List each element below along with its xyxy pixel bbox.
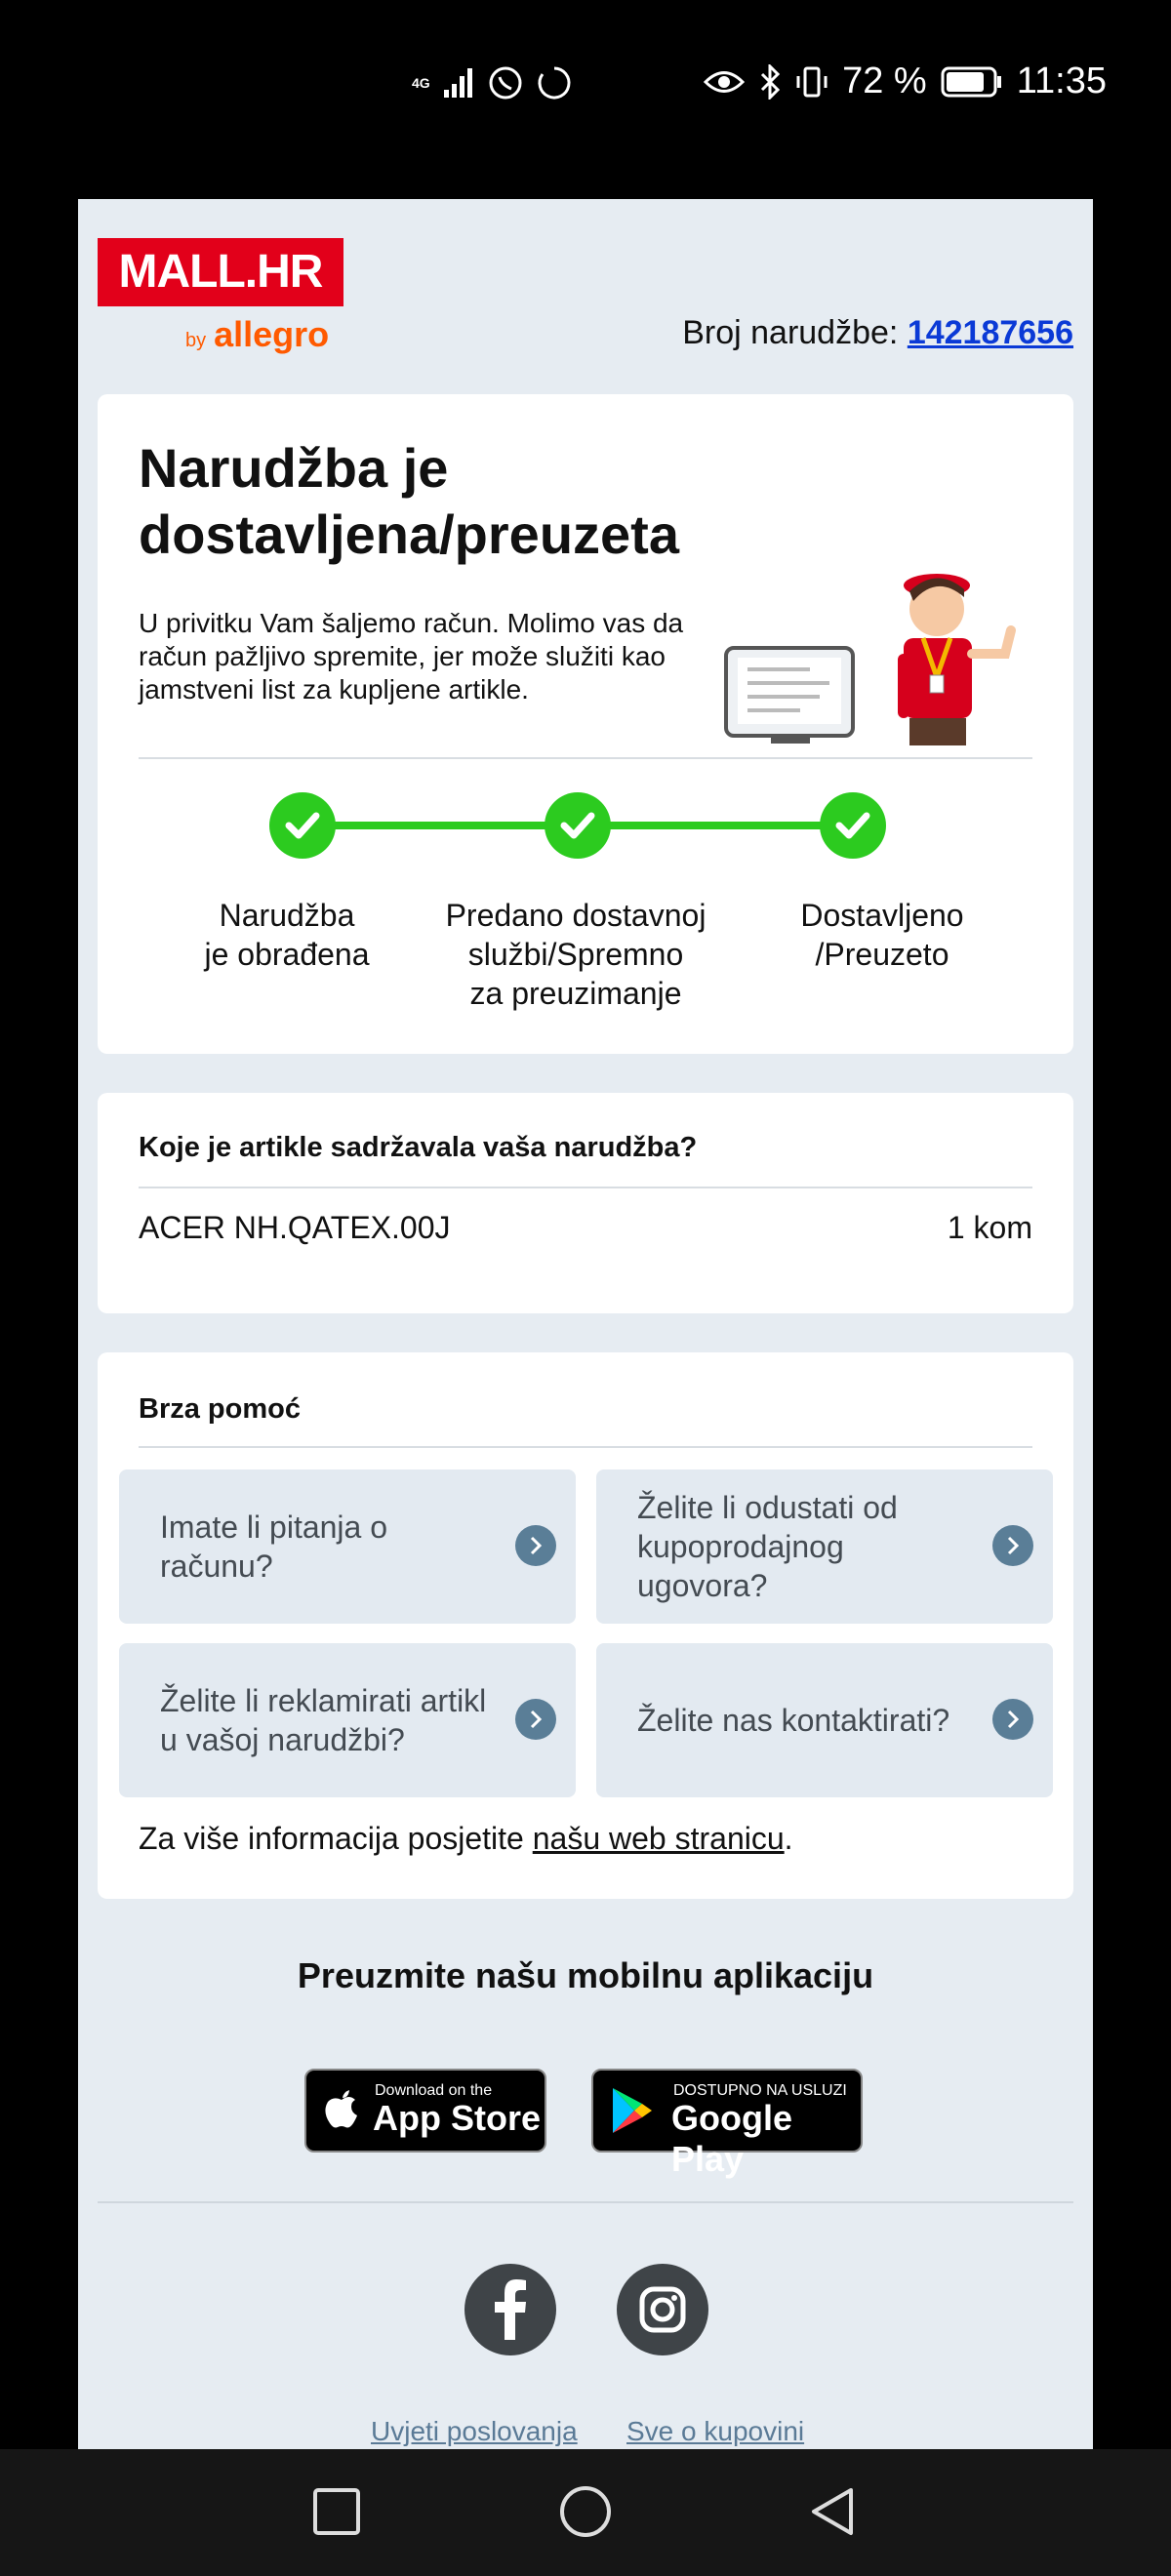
help-invoice-button[interactable] bbox=[119, 1469, 576, 1624]
order-number-link[interactable]: 142187656 bbox=[907, 314, 1073, 351]
eye-icon bbox=[704, 67, 745, 97]
help-title: Brza pomoć bbox=[139, 1393, 301, 1425]
mall-logo[interactable] bbox=[98, 238, 343, 365]
step-3-line2: /Preuzeto bbox=[815, 937, 949, 972]
status-icons-left bbox=[412, 64, 573, 101]
item-name: ACER NH.QATEX.00J bbox=[139, 1210, 451, 1245]
battery-icon bbox=[941, 65, 1003, 99]
back-icon[interactable] bbox=[806, 2484, 861, 2543]
more-info-text bbox=[139, 1821, 793, 1857]
chevron-right-icon bbox=[992, 1525, 1033, 1566]
shopping-info-link[interactable]: Sve o kupovini bbox=[626, 2416, 805, 2446]
items-title: Koje je artikle sadržavala vaša narudžba? bbox=[139, 1132, 698, 1163]
recent-apps-icon[interactable] bbox=[309, 2484, 364, 2539]
step-1-line2: je obrađena bbox=[204, 937, 370, 972]
delivery-man-illustration bbox=[722, 560, 1034, 755]
help-complaint-button[interactable] bbox=[119, 1643, 576, 1797]
email-header bbox=[98, 238, 1073, 365]
chevron-right-icon bbox=[515, 1525, 556, 1566]
website-link[interactable]: našu web stranicu bbox=[532, 1821, 785, 1856]
clock: 11:35 bbox=[1016, 60, 1107, 101]
chevron-right-icon bbox=[992, 1699, 1033, 1740]
facebook-button[interactable] bbox=[464, 2264, 556, 2355]
step-2-label bbox=[429, 896, 722, 1013]
logo-brand: allegro bbox=[214, 314, 330, 354]
app-store-small: Download on the bbox=[375, 2082, 493, 2099]
order-number bbox=[682, 314, 1073, 352]
app-download-title: Preuzmite našu mobilnu aplikaciju bbox=[297, 1955, 874, 1995]
chevron-right-icon bbox=[515, 1699, 556, 1740]
network-label: 4G bbox=[412, 75, 430, 91]
order-items-card bbox=[98, 1093, 1073, 1313]
status-bar bbox=[0, 0, 1171, 176]
sync-icon bbox=[536, 64, 573, 101]
help-complaint-label: Želite li reklamirati artikl u vašoj narudžbi? bbox=[160, 1683, 487, 1757]
step-2-line1: Predano dostavnoj bbox=[445, 898, 707, 933]
terms-link[interactable]: Uvjeti poslovanja bbox=[371, 2416, 578, 2446]
battery-percent: 72 % bbox=[842, 60, 927, 101]
bluetooth-icon bbox=[758, 64, 782, 100]
step-1-check bbox=[269, 792, 336, 859]
status-description: U privitku Vam šaljemo račun. Molimo vas da račun pažljivo spremite, jer može služiti kao jamstveni list za kupljene artikle. bbox=[139, 608, 684, 704]
help-contact-label: Želite nas kontaktirati? bbox=[637, 1703, 950, 1738]
logo-text: MALL.HR bbox=[98, 238, 343, 306]
google-play-small: DOSTUPNO NA USLUZI bbox=[673, 2082, 847, 2099]
home-icon[interactable] bbox=[556, 2484, 615, 2543]
help-contact-button[interactable] bbox=[596, 1643, 1053, 1797]
checkmark-icon bbox=[835, 810, 870, 841]
signal-icon bbox=[442, 66, 475, 100]
quick-help-card bbox=[98, 1352, 1073, 1899]
vibrate-icon bbox=[795, 64, 828, 100]
items-divider bbox=[139, 1187, 1032, 1188]
order-status-card bbox=[98, 394, 1073, 1054]
step-3-check bbox=[820, 792, 886, 859]
more-info-suffix: . bbox=[784, 1821, 793, 1856]
android-nav-bar bbox=[0, 2449, 1171, 2576]
step-3-label bbox=[736, 896, 1029, 974]
app-store-big: App Store bbox=[373, 2098, 542, 2138]
status-title: Narudžba je dostavljena/preuzeta bbox=[139, 437, 679, 565]
footer-divider bbox=[98, 2201, 1073, 2203]
app-store-button[interactable] bbox=[304, 2069, 546, 2153]
email-content bbox=[78, 199, 1093, 2449]
help-withdraw-button[interactable] bbox=[596, 1469, 1053, 1624]
status-divider bbox=[139, 757, 1032, 759]
step-2-line3: za preuzimanje bbox=[469, 976, 682, 1011]
facebook-icon bbox=[464, 2264, 556, 2355]
instagram-icon bbox=[617, 2264, 708, 2355]
status-icons-right bbox=[704, 60, 1107, 102]
step-1-label bbox=[141, 896, 433, 974]
checkmark-icon bbox=[285, 810, 320, 841]
instagram-button[interactable] bbox=[617, 2264, 708, 2355]
help-invoice-label: Imate li pitanja o računu? bbox=[160, 1509, 388, 1584]
whatsapp-icon bbox=[487, 64, 524, 101]
apple-icon bbox=[322, 2086, 361, 2133]
google-play-icon bbox=[609, 2086, 654, 2135]
order-label: Broj narudžbe: bbox=[682, 314, 899, 351]
help-withdraw-label: Želite li odustati od kupoprodajnog ugovora? bbox=[637, 1490, 898, 1603]
help-divider bbox=[139, 1446, 1032, 1448]
more-info-prefix: Za više informacija posjetite bbox=[139, 1821, 524, 1856]
checkmark-icon bbox=[560, 810, 595, 841]
logo-subtitle bbox=[185, 314, 329, 355]
step-1-line1: Narudžba bbox=[219, 898, 355, 933]
step-2-check bbox=[545, 792, 611, 859]
step-3-line1: Dostavljeno bbox=[800, 898, 964, 933]
item-qty: 1 kom bbox=[947, 1210, 1032, 1245]
logo-by: by bbox=[185, 330, 207, 351]
google-play-big: Google Play bbox=[671, 2098, 792, 2179]
step-2-line2: službi/Spremno bbox=[467, 937, 684, 972]
google-play-button[interactable] bbox=[591, 2069, 863, 2179]
